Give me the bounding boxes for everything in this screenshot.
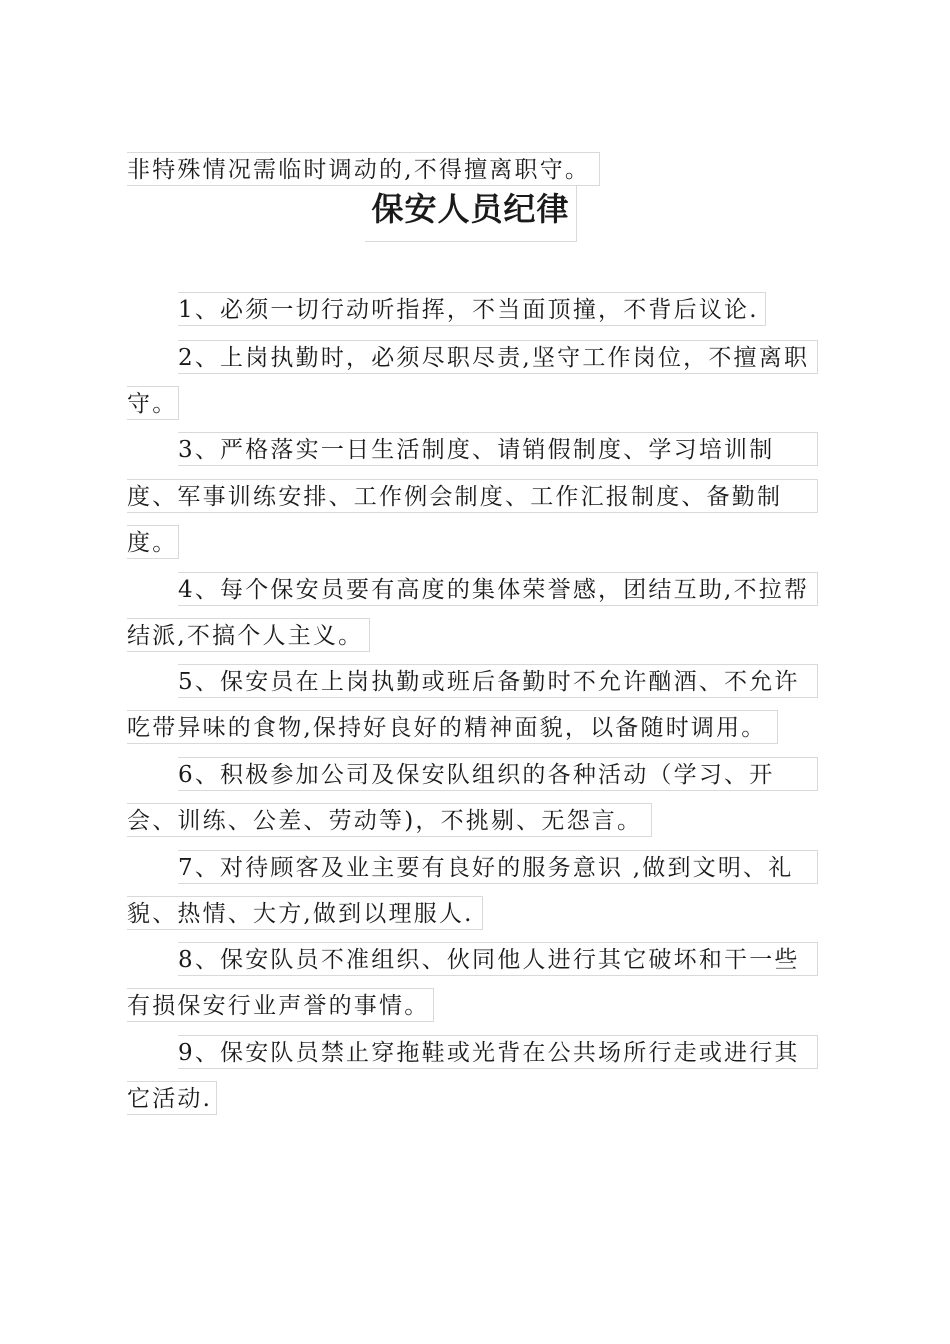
- rule-2-line-1: 2、上岗执勤时，必须尽职尽责,坚守工作岗位，不擅离职: [178, 340, 818, 374]
- rule-3-line-1: 3、严格落实一日生活制度、请销假制度、学习培训制: [178, 432, 818, 466]
- rule-9-line-1: 9、保安队员禁止穿拖鞋或光背在公共场所行走或进行其: [178, 1035, 818, 1069]
- rule-8-line-1: 8、保安队员不准组织、伙同他人进行其它破坏和干一些: [178, 942, 818, 976]
- rule-1-line-1: 1、必须一切行动听指挥，不当面顶撞，不背后议论.: [178, 292, 766, 326]
- rule-3-line-2: 度、军事训练安排、工作例会制度、工作汇报制度、备勤制: [127, 479, 818, 513]
- rule-9-line-2: 它活动.: [127, 1081, 217, 1115]
- rule-4-line-2: 结派,不搞个人主义。: [127, 618, 370, 652]
- rule-7-line-2: 貌、热情、大方,做到以理服人.: [127, 896, 483, 930]
- rule-6-line-2: 会、训练、公差、劳动等)，不挑剔、无怨言。: [127, 803, 652, 837]
- rule-4-line-1: 4、每个保安员要有高度的集体荣誉感，团结互助,不拉帮: [178, 572, 818, 606]
- rule-5-line-2: 吃带异味的食物,保持好良好的精神面貌，以备随时调用。: [127, 710, 778, 744]
- rule-5-line-1: 5、保安员在上岗执勤或班后备勤时不允许酗酒、不允许: [178, 664, 818, 698]
- rule-7-line-1: 7、对待顾客及业主要有良好的服务意识 ,做到文明、礼: [178, 850, 818, 884]
- carryover-line: 非特殊情况需临时调动的,不得擅离职守。: [127, 152, 600, 186]
- rule-6-line-1: 6、积极参加公司及保安队组织的各种活动（学习、开: [178, 757, 818, 791]
- document-title: 保安人员纪律: [365, 186, 577, 242]
- rule-8-line-2: 有损保安行业声誉的事情。: [127, 988, 434, 1022]
- rule-3-line-3: 度。: [127, 525, 179, 559]
- rule-2-line-2: 守。: [127, 386, 179, 420]
